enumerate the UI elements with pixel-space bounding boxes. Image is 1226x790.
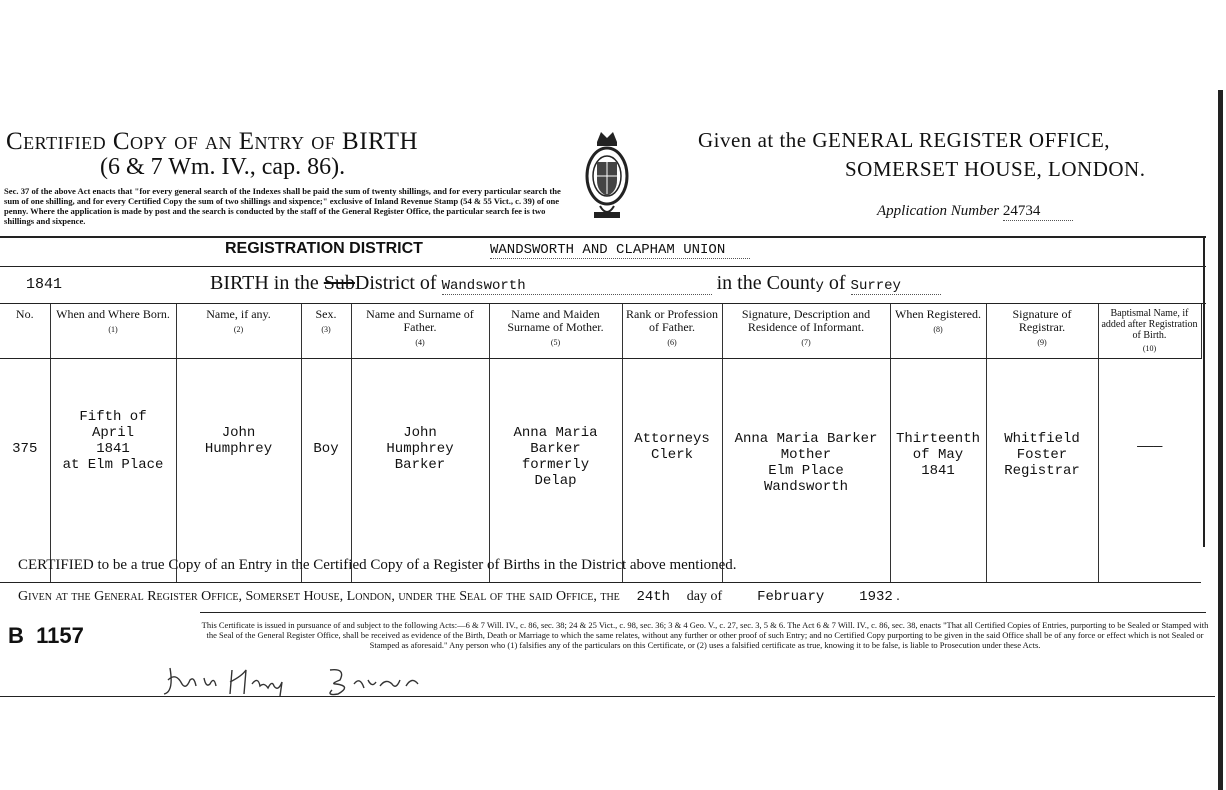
entry-father: John Humphrey Barker <box>351 359 489 583</box>
frame-right-rule <box>1203 236 1205 547</box>
issue-year: 1932 <box>859 589 893 605</box>
frame-top-rule <box>0 236 1206 238</box>
page-edge <box>1218 90 1223 790</box>
col-header-rank: Rank or Profession of Father. (6) <box>622 304 722 359</box>
county-value: Surrey <box>851 278 941 295</box>
entry-rank: Attorneys Clerk <box>622 359 722 583</box>
birth-district-line: BIRTH in the SubDistrict of Wandsworth in the County of Surrey <box>210 272 941 295</box>
legal-fine-print: This Certificate is issued in pursuance of and subject to the following Acts:—6 & 7 Will. IV., c. 86, sec. 38; 24 & 25 Vict., c. 98, sec. 36; 3 & 4 Geo. V., c. 27, sec. 3, 5 & 6. The Act 6 & 7 Will. IV., c. 86, sec. 38, enacts "That all Certified Copies of Entries, purporting to be Sealed or Stamped with the Seal of the General Register Office, shall be received as evidence of the Birth, Death or Marriage to which the same relates, without any further or other proof of such Entry; and no Certified Copy purporting to be given in the said Office shall be of any force or effect which is not Sealed or Stamped as aforesaid." Any person who (1) falsifies any of the particulars on this Certificate, or (2) uses a falsified certificate as true, knowing it to be false, is liable to Prosecution under these Acts. <box>201 620 1209 650</box>
fee-note: Sec. 37 of the above Act enacts that "for every general search of the Indexes shall be paid the sum of twenty shillings, and for every particular search the sum of one shilling, and for every Certified Copy the sum of two shillings and sixpence;" exclusive of Inland Revenue Stamp (54 & 55 Vict., c. 39) of one penny. Where the application is made by post and the search is conducted by the staff of the General Register Office, the particular search fee is two shillings and sixpence. <box>4 186 561 226</box>
office-address: SOMERSET HOUSE, LONDON. <box>845 157 1146 181</box>
col-header-no: No. <box>0 304 50 359</box>
certification-statement: CERTIFIED to be a true Copy of an Entry in the Certified Copy of a Register of Births in the District above mentioned. <box>18 557 737 573</box>
header-row <box>0 304 1201 359</box>
entry-registrar: Whitfield Foster Registrar <box>986 359 1098 583</box>
registration-district-label: REGISTRATION DISTRICT <box>225 240 423 257</box>
issue-day: 24th <box>636 589 671 605</box>
royal-crest-icon <box>582 128 632 224</box>
entry-sex: Boy <box>301 359 351 583</box>
struck-sub: Sub <box>323 272 355 294</box>
rule <box>0 266 1206 267</box>
entry-when-where: Fifth of April 1841 at Elm Place <box>50 359 176 583</box>
issue-month: February <box>757 589 825 605</box>
col-header-father: Name and Surname of Father. (4) <box>351 304 489 359</box>
rule <box>0 696 1215 697</box>
entry-registered: Thirteenth of May 1841 <box>890 359 986 583</box>
birth-register-table <box>0 304 1202 583</box>
certificate-title: Certified Copy of an Entry of BIRTH <box>6 128 419 155</box>
registration-district-value: WANDSWORTH AND CLAPHAM UNION <box>490 242 750 259</box>
col-header-registered: When Registered. (8) <box>890 304 986 359</box>
entry-no: 375 <box>0 359 50 583</box>
col-header-baptismal: Baptismal Name, if added after Registration of Birth. (10) <box>1098 304 1201 359</box>
given-at-line: Given at the General Register Office, Somerset House, London, under the Seal of the said Office, the 24th day of February 1932 . <box>18 589 900 605</box>
col-header-name: Name, if any. (2) <box>176 304 301 359</box>
col-header-when-where: When and Where Born. (1) <box>50 304 176 359</box>
rule <box>200 612 1206 613</box>
col-header-mother: Name and Maiden Surname of Mother. (5) <box>489 304 622 359</box>
serial-number: B 1157 <box>8 623 84 648</box>
office-line: Given at the GENERAL REGISTER OFFICE, <box>698 128 1111 152</box>
handwritten-signature <box>160 662 430 698</box>
birth-year: 1841 <box>26 276 63 293</box>
signature-icon <box>160 662 430 698</box>
entry-informant: Anna Maria Barker Mother Elm Place Wandsworth <box>722 359 890 583</box>
application-number <box>877 203 1073 221</box>
entry-name: John Humphrey <box>176 359 301 583</box>
col-header-informant: Signature, Description and Residence of Informant. (7) <box>722 304 890 359</box>
application-label: Application Number <box>877 203 1000 219</box>
act-reference: (6 & 7 Wm. IV., cap. 86). <box>100 154 346 180</box>
table-row <box>0 359 1201 583</box>
entry-baptismal: ——— <box>1098 359 1201 583</box>
col-header-registrar: Signature of Registrar. (9) <box>986 304 1098 359</box>
subdistrict-value: Wandsworth <box>442 278 712 295</box>
entry-mother: Anna Maria Barker formerly Delap <box>489 359 622 583</box>
application-value: 24734 <box>1003 203 1073 221</box>
col-header-sex: Sex. (3) <box>301 304 351 359</box>
